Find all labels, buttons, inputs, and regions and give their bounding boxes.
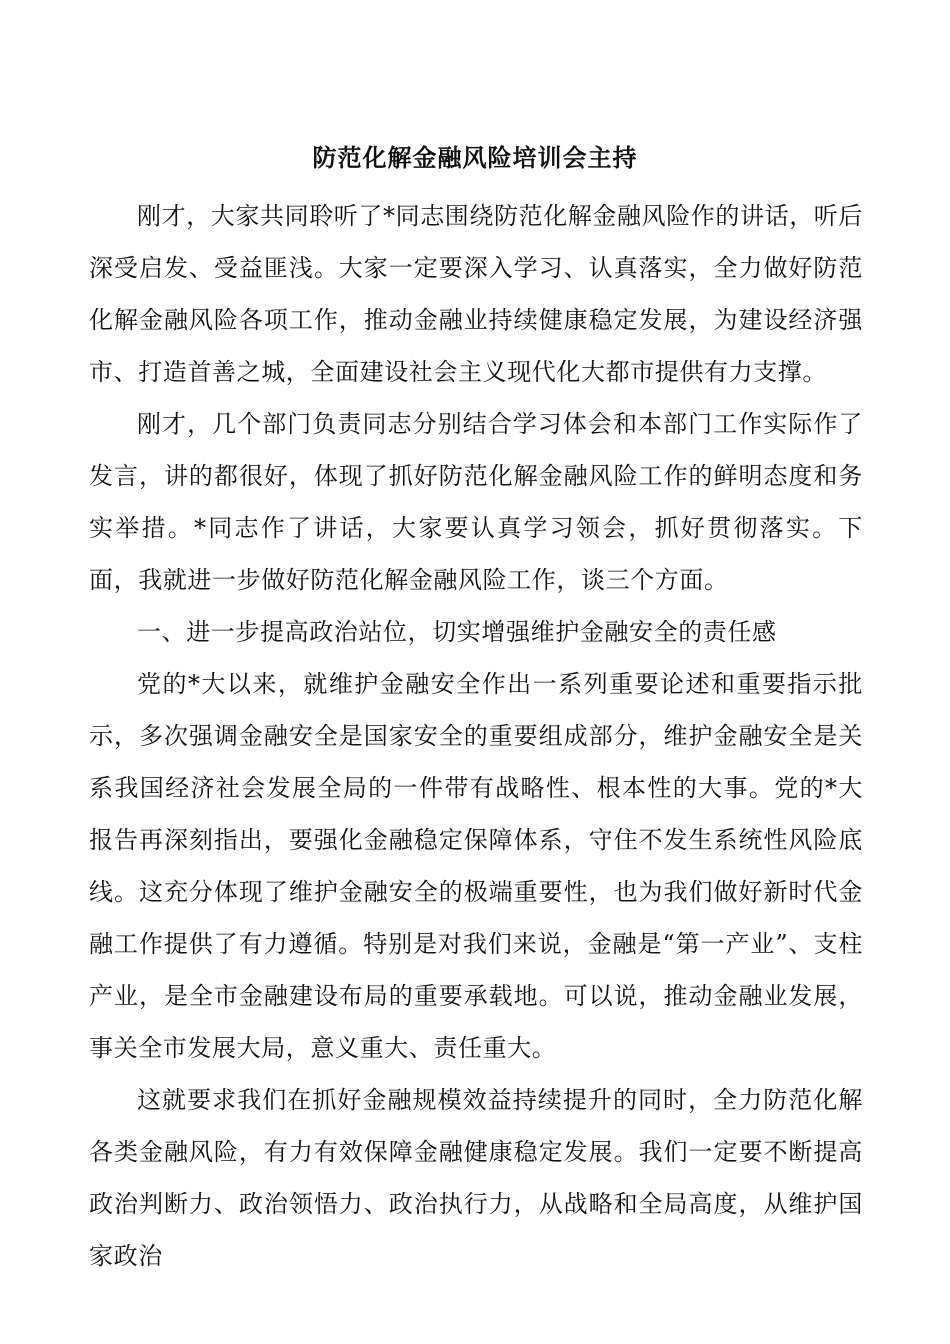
paragraph-2: 刚才，几个部门负责同志分别结合学习体会和本部门工作实际作了发言，讲的都很好，体现了抓好防范化解金融风险工作的鲜明态度和务实举措。*同志作了讲话，大家要认真学习领会，抓好贯彻落实。下面，我就进一步做好防范化解金融风险工作，谈三个方面。 (89, 410, 863, 594)
section-heading-1: 一、进一步提高政治站位，切实增强维护金融安全的责任感 (137, 618, 777, 646)
paragraph-1: 刚才，大家共同聆听了*同志围绕防范化解金融风险作的讲话，听后深受启发、受益匪浅。大家一定要深入学习、认真落实，全力做好防范化解金融风险各项工作，推动金融业持续健康稳定发展，为建设经济强市、打造首善之城，全面建设社会主义现代化大都市提供有力支撑。 (89, 202, 863, 386)
paragraph-3: 党的*大以来，就维护金融安全作出一系列重要论述和重要指示批示，多次强调金融安全是国家安全的重要组成部分，维护金融安全是关系我国经济社会发展全局的一件带有战略性、根本性的大事。党的*大报告再深刻指出，要强化金融稳定保障体系，守住不发生系统性风险底线。这充分体现了维护金融安全的极端重要性，也为我们做好新时代金融工作提供了有力遵循。特别是对我们来说，金融是“第一产业”、支柱产业，是全市金融建设布局的重要承载地。可以说，推动金融业发展，事关全市发展大局，意义重大、责任重大。 (89, 670, 863, 1062)
document-body (89, 190, 863, 1282)
paragraph-4: 这就要求我们在抓好金融规模效益持续提升的同时，全力防范化解各类金融风险，有力有效保障金融健康稳定发展。我们一定要不断提高政治判断力、政治领悟力、政治执行力，从战略和全局高度，从维护国家政治 (89, 1086, 863, 1270)
document-title: 防范化解金融风险培训会主持 (312, 143, 638, 172)
